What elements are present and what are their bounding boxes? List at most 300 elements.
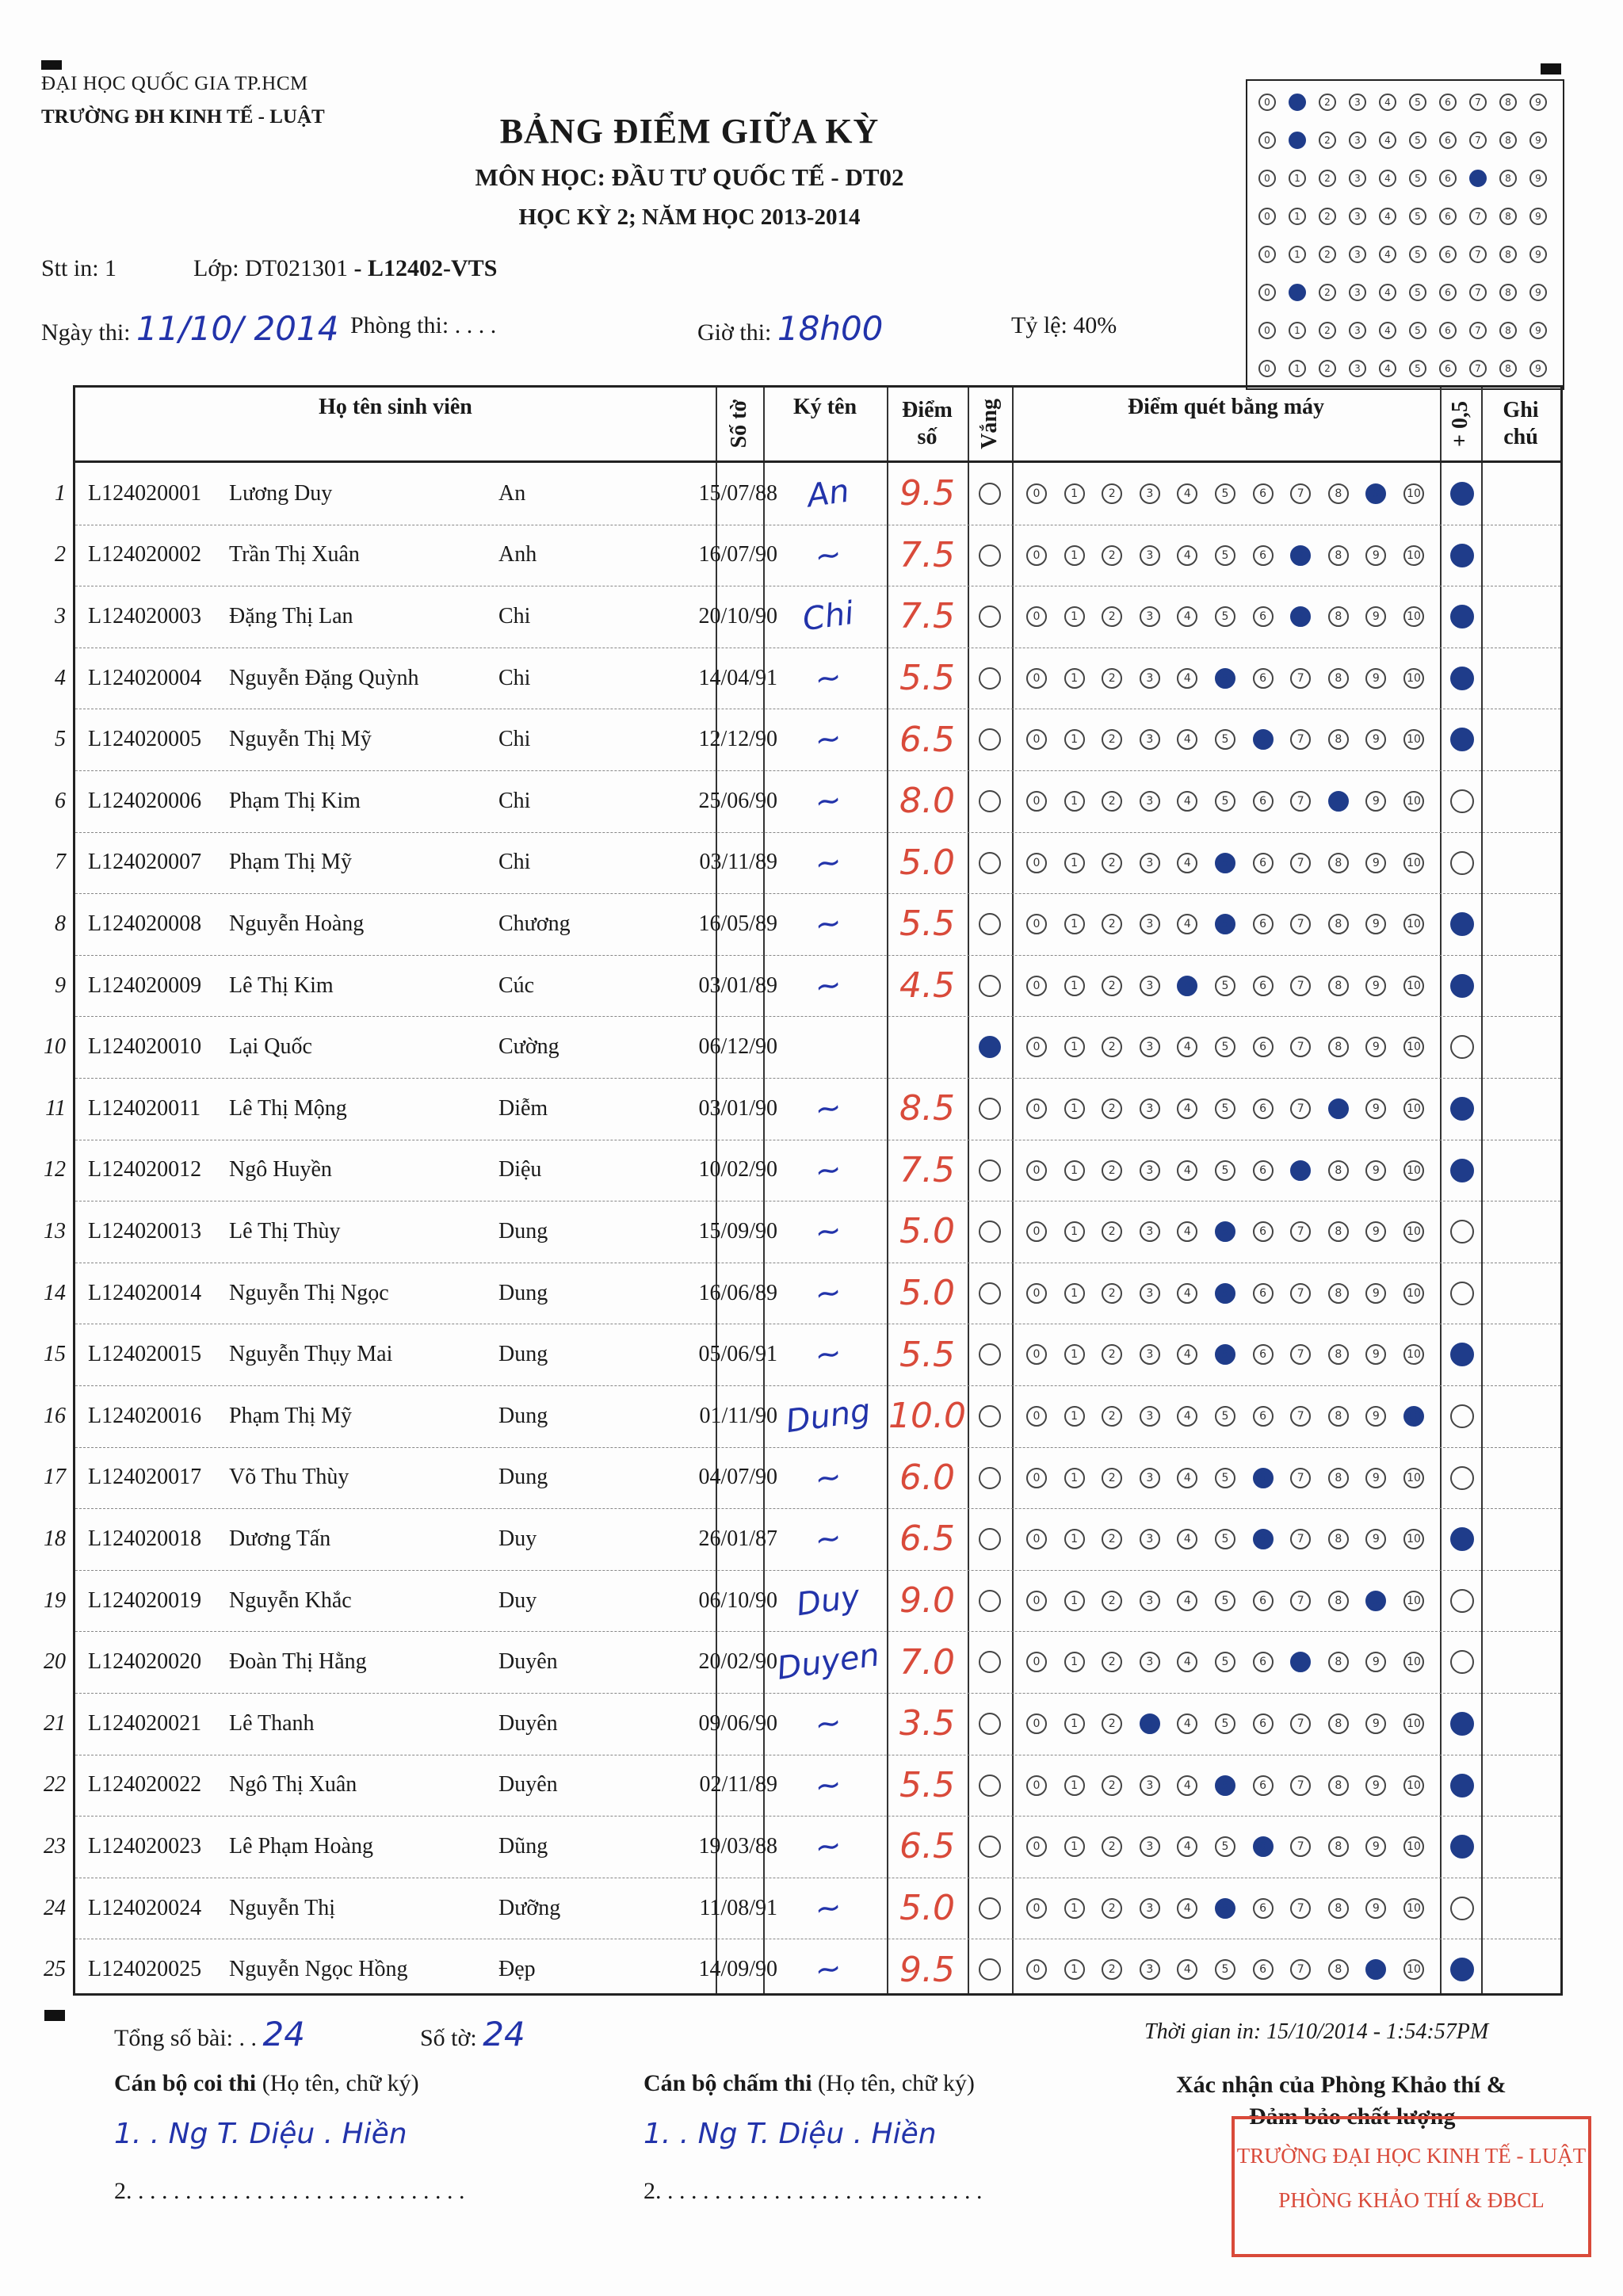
student-last-name: Lê Phạm Hoàng [229, 1833, 373, 1859]
score-bubble: 5 [1215, 729, 1235, 750]
score-bubble: 7 [1290, 1468, 1311, 1488]
table-row [55, 709, 1560, 771]
absent-bubble [979, 1467, 1001, 1489]
score-bubble: 1 [1064, 976, 1085, 996]
score-bubble: 9 [1365, 1283, 1386, 1304]
row-number: 13 [44, 1218, 66, 1244]
score-bubble: 2 [1102, 1344, 1122, 1365]
student-id: L124020022 [88, 1772, 202, 1797]
absent-bubble [979, 1651, 1001, 1673]
student-first-name: Dung [498, 1403, 548, 1428]
score-bubble: 1 [1064, 1037, 1085, 1057]
header-absent: Vắng [977, 399, 1002, 449]
score-bubble: 3 [1140, 1344, 1160, 1365]
score-bubble: 9 [1365, 729, 1386, 750]
half-point-bubble [1450, 482, 1474, 506]
table-row [44, 1939, 1560, 2000]
score-bubble: 9 [1365, 1529, 1386, 1549]
half-point-bubble [1450, 1466, 1474, 1490]
print-time: Thời gian in: 15/10/2014 - 1:54:57PM [1144, 2019, 1489, 2044]
student-id: L124020016 [88, 1403, 202, 1428]
student-first-name: Chi [498, 665, 531, 690]
absent-bubble [979, 1036, 1001, 1058]
header-sheets: Số tờ [727, 399, 752, 449]
score-bubble: 5 [1215, 1775, 1235, 1796]
stt-field: Stt in: 1 [41, 255, 117, 281]
header-note: Ghi chú [1503, 398, 1539, 449]
half-point-bubble [1450, 1958, 1474, 1981]
score-bubble: 9 [1365, 1959, 1386, 1980]
score-bubble: 7 [1290, 1037, 1311, 1057]
absent-bubble [979, 790, 1001, 812]
score-bubble: 10 [1403, 1959, 1424, 1980]
half-point-bubble [1450, 1159, 1474, 1182]
grid-bubble: 5 [1409, 284, 1426, 301]
absent-bubble [979, 913, 1001, 935]
grid-bubble: 8 [1499, 284, 1517, 301]
score-bubble: 8 [1328, 729, 1349, 750]
absent-bubble [979, 606, 1001, 628]
half-point-bubble [1450, 1404, 1474, 1428]
score-bubble: 6 [1253, 1098, 1274, 1119]
grid-bubble: 8 [1499, 208, 1517, 225]
score-value: 8.0 [899, 781, 955, 822]
score-bubble: 7 [1290, 914, 1311, 934]
score-bubble: 9 [1365, 1160, 1386, 1181]
table-row [44, 1693, 1560, 1755]
score-bubble: 10 [1403, 729, 1424, 750]
student-last-name: Lê Thị Thùy [229, 1218, 341, 1244]
score-bubble: 1 [1064, 483, 1085, 504]
score-bubble: 1 [1064, 1591, 1085, 1611]
student-first-name: Dung [498, 1342, 548, 1367]
half-point-bubble [1450, 544, 1474, 567]
score-bubble: 6 [1253, 1406, 1274, 1427]
score-bubble: 6 [1253, 1221, 1274, 1242]
row-number: 19 [44, 1587, 66, 1613]
table-row [44, 1570, 1560, 1633]
score-bubble: 7 [1290, 1283, 1311, 1304]
score-bubble: 8 [1328, 914, 1349, 934]
grid-bubble: 3 [1349, 94, 1366, 111]
score-bubble: 10 [1403, 976, 1424, 996]
score-table [44, 385, 1563, 1996]
score-bubble: 6 [1253, 1775, 1274, 1796]
score-bubble: 9 [1365, 545, 1386, 566]
table-row [44, 1878, 1560, 1940]
score-bubble: 2 [1102, 1468, 1122, 1488]
score-bubble: 1 [1064, 853, 1085, 873]
score-bubble: 8 [1328, 668, 1349, 689]
grader-heading: Cán bộ chấm thi (Họ tên, chữ ký) [643, 2070, 975, 2096]
score-bubble: 5 [1215, 483, 1235, 504]
table-row [55, 955, 1560, 1018]
student-id: L124020012 [88, 1157, 202, 1182]
student-id: L124020019 [88, 1587, 202, 1613]
score-value: 7.5 [899, 534, 955, 575]
signature: ~ [812, 1088, 844, 1129]
student-id: L124020021 [88, 1710, 202, 1736]
score-bubble: 6 [1253, 914, 1274, 934]
grid-bubble: 8 [1499, 246, 1517, 263]
row-number: 2 [55, 542, 66, 567]
grader-signature-2: 2. . . . . . . . . . . . . . . . . . . . . . . . . . . . [643, 2178, 983, 2204]
score-bubble: 3 [1140, 483, 1160, 504]
table-row [55, 525, 1560, 587]
grid-bubble: 2 [1319, 246, 1336, 263]
score-bubble: 8 [1328, 545, 1349, 566]
student-first-name: Cúc [498, 972, 535, 998]
score-value: 6.0 [899, 1457, 955, 1498]
score-value: 9.0 [899, 1580, 955, 1622]
score-value: 7.5 [899, 1149, 955, 1190]
grid-bubble: 8 [1499, 170, 1517, 187]
score-bubble: 8 [1328, 1344, 1349, 1365]
score-bubble: 6 [1253, 1037, 1274, 1057]
score-bubble: 2 [1102, 1283, 1122, 1304]
date-of-birth: 12/12/90 [698, 727, 777, 752]
score-bubble: 7 [1290, 1406, 1311, 1427]
grid-bubble: 0 [1258, 284, 1276, 301]
grid-bubble: 6 [1439, 246, 1457, 263]
student-id: L124020018 [88, 1526, 202, 1551]
score-bubble: 1 [1064, 1160, 1085, 1181]
score-bubble: 4 [1177, 1713, 1197, 1734]
score-bubble: 10 [1403, 791, 1424, 812]
row-number: 10 [44, 1034, 66, 1060]
score-bubble: 9 [1365, 668, 1386, 689]
student-last-name: Phạm Thị Mỹ [229, 850, 353, 875]
score-bubble: 2 [1102, 1221, 1122, 1242]
score-bubble: 9 [1365, 1898, 1386, 1919]
score-bubble: 10 [1403, 1836, 1424, 1857]
score-bubble: 3 [1140, 1098, 1160, 1119]
score-bubble: 0 [1026, 483, 1047, 504]
score-bubble: 3 [1140, 545, 1160, 566]
score-bubble: 1 [1064, 1529, 1085, 1549]
score-bubble: 6 [1253, 1344, 1274, 1365]
student-first-name: Diệu [498, 1157, 542, 1182]
score-bubble: 4 [1177, 1344, 1197, 1365]
logo-mark [41, 60, 62, 70]
score-bubble: 2 [1102, 729, 1122, 750]
score-bubble: 9 [1365, 853, 1386, 873]
grid-bubble: 7 [1469, 360, 1487, 377]
grid-bubble: 7 [1469, 132, 1487, 149]
row-number: 3 [55, 603, 66, 628]
score-bubble: 1 [1064, 1775, 1085, 1796]
score-bubble: 0 [1026, 668, 1047, 689]
student-last-name: Ngô Thị Xuân [229, 1772, 357, 1797]
table-row [55, 893, 1560, 956]
score-bubble: 3 [1140, 1160, 1160, 1181]
score-bubble: 4 [1177, 1037, 1197, 1057]
score-bubble: 4 [1177, 791, 1197, 812]
grid-bubble: 6 [1439, 94, 1457, 111]
score-bubble: 3 [1140, 914, 1160, 934]
exam-time-field: Giờ thi: 18h00 [697, 309, 884, 348]
grid-bubble: 8 [1499, 132, 1517, 149]
grid-bubble: 5 [1409, 246, 1426, 263]
grader-signature-1: 1. . Ng T. Diệu . Hiền [643, 2118, 937, 2150]
grid-bubble: 5 [1409, 208, 1426, 225]
score-bubble: 0 [1026, 1713, 1047, 1734]
table-row [44, 1263, 1560, 1325]
room-field: Phòng thi: . . . . [350, 312, 497, 338]
score-bubble: 5 [1215, 1468, 1235, 1488]
score-bubble: 0 [1026, 1221, 1047, 1242]
score-bubble: 8 [1328, 1160, 1349, 1181]
score-bubble: 4 [1177, 729, 1197, 750]
score-bubble: 7 [1290, 853, 1311, 873]
score-bubble: 4 [1177, 1221, 1197, 1242]
university-name: ĐẠI HỌC QUỐC GIA TP.HCM [41, 73, 308, 94]
half-point-bubble [1450, 667, 1474, 690]
grid-bubble: 3 [1349, 284, 1366, 301]
score-bubble: 7 [1290, 1221, 1311, 1242]
score-bubble: 8 [1328, 1098, 1349, 1119]
grid-bubble: 6 [1439, 360, 1457, 377]
score-bubble: 1 [1064, 914, 1085, 934]
table-row [44, 1324, 1560, 1386]
score-bubble: 0 [1026, 606, 1047, 627]
score-bubble: 5 [1215, 668, 1235, 689]
student-first-name: Dung [498, 1280, 548, 1305]
score-bubble: 2 [1102, 483, 1122, 504]
score-bubble: 3 [1140, 1468, 1160, 1488]
score-bubble: 5 [1215, 1098, 1235, 1119]
score-bubble: 1 [1064, 1221, 1085, 1242]
score-bubble: 3 [1140, 1591, 1160, 1611]
score-bubble: 8 [1328, 606, 1349, 627]
score-bubble: 5 [1215, 1344, 1235, 1365]
grid-bubble: 0 [1258, 94, 1276, 111]
grid-bubble: 2 [1319, 170, 1336, 187]
score-bubble: 9 [1365, 1406, 1386, 1427]
student-id: L124020002 [88, 542, 202, 567]
score-bubble: 4 [1177, 1406, 1197, 1427]
table-body [44, 463, 1560, 1993]
score-bubble: 10 [1403, 1098, 1424, 1119]
score-bubble: 3 [1140, 1221, 1160, 1242]
student-last-name: Dương Tấn [229, 1526, 331, 1551]
absent-bubble [979, 728, 1001, 751]
score-bubble: 2 [1102, 1775, 1122, 1796]
half-point-bubble [1450, 1220, 1474, 1244]
score-bubble: 4 [1177, 1898, 1197, 1919]
score-bubble: 7 [1290, 1836, 1311, 1857]
score-bubble: 4 [1177, 853, 1197, 873]
half-point-bubble [1450, 1712, 1474, 1736]
score-value: 7.0 [899, 1641, 955, 1683]
signature: ~ [812, 1950, 844, 1990]
score-bubble: 1 [1064, 1283, 1085, 1304]
half-point-bubble [1450, 1343, 1474, 1366]
office-stamp: TRƯỜNG ĐẠI HỌC KINH TẾ - LUẬT PHÒNG KHẢO THÍ & ĐBCL [1232, 2116, 1591, 2257]
grid-bubble: 3 [1349, 360, 1366, 377]
grid-bubble: 6 [1439, 132, 1457, 149]
score-bubble: 0 [1026, 1160, 1047, 1181]
score-bubble: 1 [1064, 1713, 1085, 1734]
score-bubble: 1 [1064, 729, 1085, 750]
student-last-name: Nguyễn Khắc [229, 1587, 352, 1613]
score-bubble: 6 [1253, 668, 1274, 689]
corner-mark [1541, 63, 1561, 74]
score-bubble: 4 [1177, 1775, 1197, 1796]
score-bubble: 0 [1026, 1959, 1047, 1980]
signature: ~ [812, 904, 844, 945]
score-bubble: 4 [1177, 668, 1197, 689]
half-point-bubble [1450, 1589, 1474, 1613]
confirm-line-2: Đảm bảo chất lượng [1249, 2103, 1456, 2130]
grid-bubble: 8 [1499, 360, 1517, 377]
score-value: 4.5 [899, 965, 955, 1007]
score-bubble: 1 [1064, 606, 1085, 627]
score-bubble: 3 [1140, 1898, 1160, 1919]
score-bubble: 9 [1365, 1098, 1386, 1119]
score-bubble: 10 [1403, 914, 1424, 934]
signature: ~ [812, 965, 844, 1006]
score-bubble: 0 [1026, 1775, 1047, 1796]
score-bubble: 6 [1253, 729, 1274, 750]
score-bubble: 9 [1365, 1713, 1386, 1734]
score-value: 5.5 [899, 904, 955, 945]
score-bubble: 8 [1328, 1406, 1349, 1427]
absent-bubble [979, 483, 1001, 505]
school-name: TRƯỜNG ĐH KINH TẾ - LUẬT [41, 106, 325, 128]
student-last-name: Phạm Thị Kim [229, 788, 361, 813]
student-first-name: Chương [498, 911, 571, 936]
exam-date-value: 11/10/ 2014 [136, 309, 339, 348]
grid-bubble: 9 [1529, 94, 1547, 111]
student-last-name: Nguyễn Thị [229, 1895, 336, 1920]
subject-line: MÔN HỌC: ĐẦU TƯ QUỐC TẾ - DT02 [475, 163, 904, 191]
student-first-name: Dung [498, 1465, 548, 1490]
table-row [44, 1140, 1560, 1202]
score-bubble: 7 [1290, 606, 1311, 627]
grid-bubble: 3 [1349, 170, 1366, 187]
date-of-birth: 05/06/91 [698, 1342, 777, 1367]
student-first-name: Đẹp [498, 1957, 536, 1982]
grid-bubble: 2 [1319, 208, 1336, 225]
score-bubble: 8 [1328, 853, 1349, 873]
table-row [45, 1078, 1560, 1140]
score-bubble: 0 [1026, 1591, 1047, 1611]
score-bubble: 0 [1026, 1529, 1047, 1549]
table-row [44, 1816, 1560, 1878]
absent-bubble [979, 1282, 1001, 1305]
grid-bubble: 0 [1258, 132, 1276, 149]
grid-bubble: 2 [1319, 284, 1336, 301]
header-score: Điểm số [902, 398, 953, 449]
score-bubble: 3 [1140, 729, 1160, 750]
score-bubble: 7 [1290, 668, 1311, 689]
row-number: 16 [44, 1403, 66, 1428]
score-bubble: 5 [1215, 1529, 1235, 1549]
score-bubble: 9 [1365, 1836, 1386, 1857]
semester-line: HỌC KỲ 2; NĂM HỌC 2013-2014 [518, 204, 861, 230]
score-bubble: 6 [1253, 545, 1274, 566]
score-bubble: 2 [1102, 668, 1122, 689]
score-bubble: 10 [1403, 1037, 1424, 1057]
score-value: 6.5 [899, 1826, 955, 1867]
row-number: 25 [44, 1957, 66, 1982]
absent-bubble [979, 1528, 1001, 1550]
row-number: 5 [55, 727, 66, 752]
student-first-name: Dung [498, 1218, 548, 1244]
score-bubble: 10 [1403, 1344, 1424, 1365]
absent-bubble [979, 852, 1001, 874]
score-bubble: 5 [1215, 1652, 1235, 1672]
table-row [44, 1016, 1560, 1079]
score-bubble: 5 [1215, 1959, 1235, 1980]
student-last-name: Đoàn Thị Hằng [229, 1649, 367, 1675]
score-bubble: 1 [1064, 791, 1085, 812]
absent-bubble [979, 667, 1001, 690]
row-number: 11 [45, 1095, 66, 1121]
grid-bubble: 7 [1469, 94, 1487, 111]
date-of-birth: 14/04/91 [698, 665, 777, 690]
score-bubble: 4 [1177, 483, 1197, 504]
row-number: 1 [55, 480, 66, 506]
date-of-birth: 16/07/90 [698, 542, 777, 567]
score-value: 5.0 [899, 1211, 955, 1252]
score-bubble: 6 [1253, 1959, 1274, 1980]
score-bubble: 6 [1253, 1836, 1274, 1857]
score-value: 8.5 [899, 1088, 955, 1129]
table-row [55, 832, 1560, 895]
score-bubble: 2 [1102, 853, 1122, 873]
score-bubble: 4 [1177, 1591, 1197, 1611]
score-bubble: 0 [1026, 729, 1047, 750]
absent-bubble [979, 1159, 1001, 1182]
absent-bubble [979, 1775, 1001, 1797]
ratio-field: Tỷ lệ: 40% [1011, 312, 1117, 338]
date-of-birth: 03/01/89 [698, 972, 777, 998]
date-of-birth: 03/11/89 [699, 850, 777, 875]
score-bubble: 8 [1328, 1591, 1349, 1611]
grid-bubble: 8 [1499, 94, 1517, 111]
student-first-name: Chi [498, 850, 531, 875]
row-number: 4 [55, 665, 66, 690]
score-bubble: 9 [1365, 914, 1386, 934]
score-bubble: 10 [1403, 1160, 1424, 1181]
half-point-bubble [1450, 789, 1474, 813]
score-bubble: 1 [1064, 1406, 1085, 1427]
score-bubble: 2 [1102, 1591, 1122, 1611]
student-last-name: Nguyễn Ngọc Hồng [229, 1957, 408, 1982]
signature: ~ [812, 842, 844, 883]
date-of-birth: 06/10/90 [698, 1587, 777, 1613]
student-id: L124020001 [88, 480, 202, 506]
student-id: L124020017 [88, 1465, 202, 1490]
score-bubble: 4 [1177, 976, 1197, 996]
grid-bubble: 4 [1379, 132, 1396, 149]
grid-bubble: 5 [1409, 322, 1426, 339]
score-bubble: 3 [1140, 853, 1160, 873]
score-bubble: 5 [1215, 1713, 1235, 1734]
student-id: L124020010 [88, 1034, 202, 1060]
table-row [55, 770, 1560, 833]
score-bubble: 7 [1290, 1591, 1311, 1611]
absent-bubble [979, 1590, 1001, 1612]
signature: ~ [812, 1457, 844, 1498]
half-point-bubble [1450, 1774, 1474, 1797]
score-bubble: 0 [1026, 1037, 1047, 1057]
score-bubble: 7 [1290, 1098, 1311, 1119]
score-bubble: 5 [1215, 914, 1235, 934]
score-bubble: 4 [1177, 1959, 1197, 1980]
